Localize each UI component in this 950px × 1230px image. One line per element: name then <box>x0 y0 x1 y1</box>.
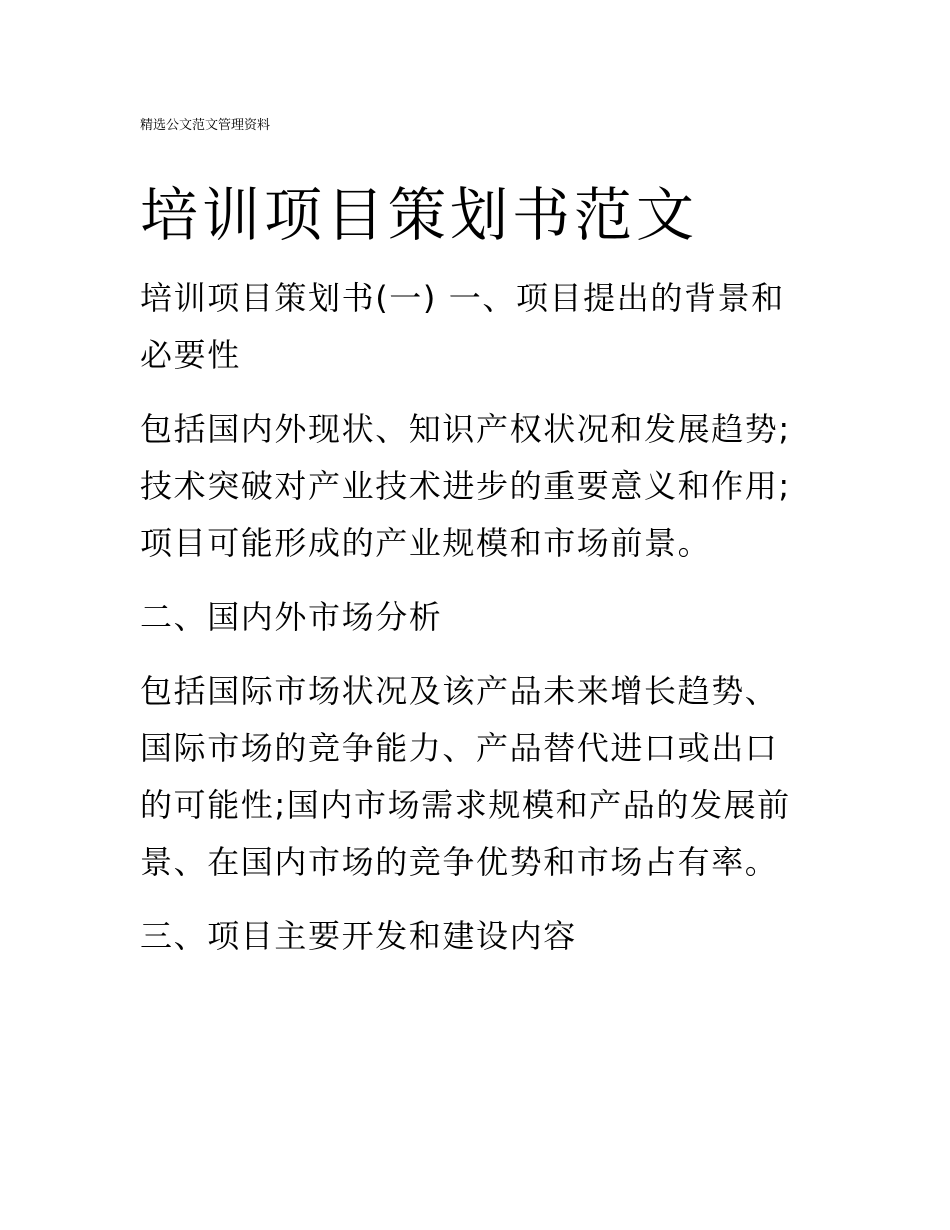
paragraph-market-analysis-content: 包括国际市场状况及该产品未来增长趋势、国际市场的竞争能力、产品替代进口或出口的可能性;国内市场需求规模和产品的发展前景、在国内市场的竞争优势和市场占有率。 <box>140 672 791 881</box>
paragraph-heading-market-analysis: 二、国内外市场分析 <box>140 598 443 636</box>
paragraph-heading-background: 培训项目策划书(一) 一、项目提出的背景和必要性 <box>140 279 785 374</box>
document-body <box>140 270 800 982</box>
document-title: 培训项目策划书范文 <box>140 181 699 249</box>
paragraph-background-content: 包括国内外现状、知识产权状况和发展趋势;技术突破对产业技术进步的重要意义和作用;项目可能形成的产业规模和市场前景。 <box>140 410 791 562</box>
header-note: 精选公文范文管理资料 <box>140 118 271 133</box>
paragraph-heading-development-content: 三、项目主要开发和建设内容 <box>140 917 577 955</box>
